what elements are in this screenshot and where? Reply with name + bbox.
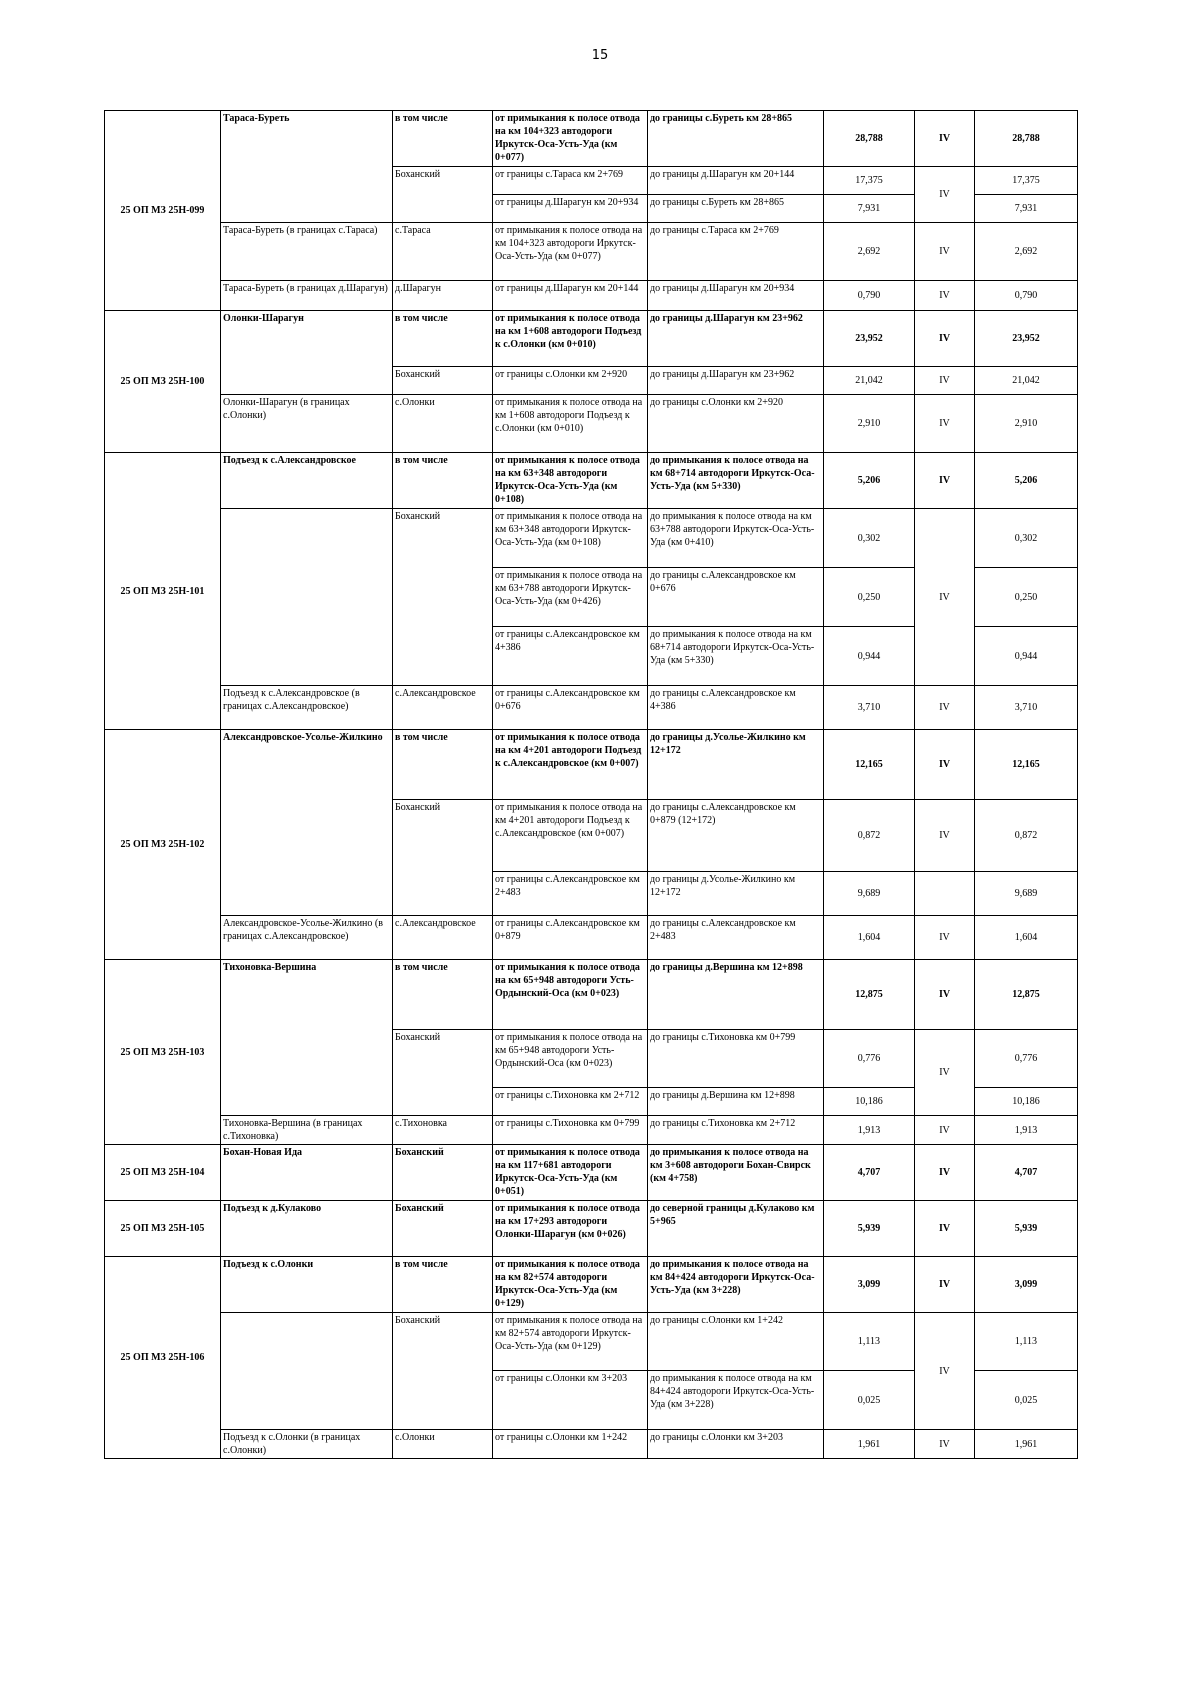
road-code-cell: 25 ОП МЗ 25Н-101: [105, 453, 221, 730]
length-cell: 0,776: [824, 1030, 915, 1088]
total-cell: 12,875: [975, 960, 1078, 1030]
table-row: [105, 960, 1078, 1030]
length-cell: 5,939: [824, 1201, 915, 1257]
road-name-cell: Подъезд к с.Александровское: [221, 453, 393, 509]
category-cell: IV: [915, 1430, 975, 1459]
total-cell: 0,944: [975, 627, 1078, 686]
road-name-cell: Бохан-Новая Ида: [221, 1145, 393, 1201]
total-cell: 0,872: [975, 800, 1078, 872]
to-cell: до границы д.Вершина км 12+898: [648, 1088, 824, 1116]
table-row: [105, 916, 1078, 960]
category-cell: IV: [915, 367, 975, 395]
category-cell: IV: [915, 1257, 975, 1313]
to-cell: до границы д.Шарагун км 23+962: [648, 311, 824, 367]
length-cell: 23,952: [824, 311, 915, 367]
category-cell: IV: [915, 111, 975, 167]
road-code-cell: 25 ОП МЗ 25Н-105: [105, 1201, 221, 1257]
total-cell: 9,689: [975, 872, 1078, 916]
area-cell: Боханский: [393, 1145, 493, 1201]
page-number: 15: [591, 48, 609, 63]
from-cell: от примыкания к полосе отвода на км 65+948 автодороги Усть-Ордынский-Оса (км 0+023): [493, 960, 648, 1030]
area-cell: с.Александровское: [393, 916, 493, 960]
area-cell: с.Олонки: [393, 1430, 493, 1459]
category-cell: IV: [915, 730, 975, 800]
area-cell: в том числе: [393, 1257, 493, 1313]
length-cell: 0,944: [824, 627, 915, 686]
road-code-cell: 25 ОП МЗ 25Н-106: [105, 1257, 221, 1459]
total-cell: 0,790: [975, 281, 1078, 311]
from-cell: от примыкания к полосе отвода на км 65+948 автодороги Усть-Ордынский-Оса (км 0+023): [493, 1030, 648, 1088]
from-cell: от границы с.Тараса км 2+769: [493, 167, 648, 195]
from-cell: от границы с.Александровское км 2+483: [493, 872, 648, 916]
area-cell: в том числе: [393, 453, 493, 509]
from-cell: от границы с.Тихоновка км 2+712: [493, 1088, 648, 1116]
length-cell: 1,113: [824, 1313, 915, 1371]
length-cell: 2,692: [824, 223, 915, 281]
category-cell: IV: [915, 916, 975, 960]
from-cell: от примыкания к полосе отвода на км 82+574 автодороги Иркутск-Оса-Усть-Уда (км 0+129): [493, 1257, 648, 1313]
category-cell: IV: [915, 1116, 975, 1145]
from-cell: от примыкания к полосе отвода на км 1+608 автодороги Подъезд к с.Олонки (км 0+010): [493, 311, 648, 367]
total-cell: 1,604: [975, 916, 1078, 960]
from-cell: от примыкания к полосе отвода на км 82+574 автодороги Иркутск-Оса-Усть-Уда (км 0+129): [493, 1313, 648, 1371]
road-name-cell: Олонки-Шарагун: [221, 311, 393, 395]
length-cell: 3,099: [824, 1257, 915, 1313]
total-cell: 2,692: [975, 223, 1078, 281]
to-cell: до северной границы д.Кулаково км 5+965: [648, 1201, 824, 1257]
length-cell: 17,375: [824, 167, 915, 195]
from-cell: от примыкания к полосе отвода на км 4+201 автодороги Подъезд к с.Александровское (км 0+007): [493, 800, 648, 872]
table-row: [105, 281, 1078, 311]
length-cell: 5,206: [824, 453, 915, 509]
table-row: [105, 111, 1078, 167]
to-cell: до границы д.Вершина км 12+898: [648, 960, 824, 1030]
table-row: [105, 509, 1078, 568]
road-name-cell: Тихоновка-Вершина: [221, 960, 393, 1116]
total-cell: 1,913: [975, 1116, 1078, 1145]
table-row: [105, 395, 1078, 453]
roads-table: [104, 110, 1078, 1459]
road-name-cell: Тараса-Буреть (в границах д.Шарагун): [221, 281, 393, 311]
road-name-cell: Тихоновка-Вершина (в границах с.Тихоновка): [221, 1116, 393, 1145]
to-cell: до примыкания к полосе отвода на км 63+788 автодороги Иркутск-Оса-Усть-Уда (км 0+410): [648, 509, 824, 568]
total-cell: 0,250: [975, 568, 1078, 627]
road-name-cell: Олонки-Шарагун (в границах с.Олонки): [221, 395, 393, 453]
from-cell: от границы с.Александровское км 4+386: [493, 627, 648, 686]
to-cell: до границы с.Тараса км 2+769: [648, 223, 824, 281]
table-row: [105, 686, 1078, 730]
table-row: [105, 453, 1078, 509]
area-cell: Боханский: [393, 1313, 493, 1430]
total-cell: 5,939: [975, 1201, 1078, 1257]
length-cell: 0,250: [824, 568, 915, 627]
area-cell: Боханский: [393, 1030, 493, 1116]
table-row: [105, 1201, 1078, 1257]
to-cell: до границы с.Олонки км 2+920: [648, 395, 824, 453]
category-cell: IV: [915, 960, 975, 1030]
table-row: [105, 311, 1078, 367]
to-cell: до границы д.Усолье-Жилкино км 12+172: [648, 872, 824, 916]
from-cell: от примыкания к полосе отвода на км 63+788 автодороги Иркутск-Оса-Усть-Уда (км 0+426): [493, 568, 648, 627]
road-name-cell: Подъезд к с.Олонки: [221, 1257, 393, 1313]
from-cell: от примыкания к полосе отвода на км 17+293 автодороги Олонки-Шарагун (км 0+026): [493, 1201, 648, 1257]
total-cell: 3,099: [975, 1257, 1078, 1313]
total-cell: 4,707: [975, 1145, 1078, 1201]
table-row: [105, 1116, 1078, 1145]
total-cell: 3,710: [975, 686, 1078, 730]
to-cell: до границы с.Тихоновка км 0+799: [648, 1030, 824, 1088]
from-cell: от примыкания к полосе отвода на км 104+323 автодороги Иркутск-Оса-Усть-Уда (км 0+077): [493, 223, 648, 281]
road-code-cell: 25 ОП МЗ 25Н-104: [105, 1145, 221, 1201]
table-row: [105, 1430, 1078, 1459]
road-name-cell: Тараса-Буреть (в границах с.Тараса): [221, 223, 393, 281]
category-cell: IV: [915, 1030, 975, 1116]
from-cell: от примыкания к полосе отвода на км 1+608 автодороги Подъезд к с.Олонки (км 0+010): [493, 395, 648, 453]
to-cell: до границы с.Буреть км 28+865: [648, 111, 824, 167]
length-cell: 1,961: [824, 1430, 915, 1459]
area-cell: Боханский: [393, 167, 493, 223]
from-cell: от границы с.Александровское км 0+676: [493, 686, 648, 730]
road-name-cell: [221, 1313, 393, 1430]
to-cell: до границы д.Шарагун км 23+962: [648, 367, 824, 395]
from-cell: от границы д.Шарагун км 20+144: [493, 281, 648, 311]
to-cell: до примыкания к полосе отвода на км 68+714 автодороги Иркутск-Оса-Усть-Уда (км 5+330): [648, 453, 824, 509]
total-cell: 17,375: [975, 167, 1078, 195]
length-cell: 2,910: [824, 395, 915, 453]
table-row: [105, 1257, 1078, 1313]
to-cell: до границы д.Шарагун км 20+934: [648, 281, 824, 311]
to-cell: до границы с.Буреть км 28+865: [648, 195, 824, 223]
to-cell: до границы с.Александровское км 0+676: [648, 568, 824, 627]
table-row: [105, 1145, 1078, 1201]
total-cell: 12,165: [975, 730, 1078, 800]
length-cell: 3,710: [824, 686, 915, 730]
length-cell: 7,931: [824, 195, 915, 223]
road-name-cell: [221, 509, 393, 686]
road-code-cell: 25 ОП МЗ 25Н-100: [105, 311, 221, 453]
total-cell: 28,788: [975, 111, 1078, 167]
total-cell: 1,113: [975, 1313, 1078, 1371]
area-cell: в том числе: [393, 311, 493, 367]
length-cell: 12,875: [824, 960, 915, 1030]
road-name-cell: Александровское-Усолье-Жилкино: [221, 730, 393, 916]
category-cell: IV: [915, 1201, 975, 1257]
total-cell: 5,206: [975, 453, 1078, 509]
area-cell: д.Шарагун: [393, 281, 493, 311]
area-cell: с.Тараса: [393, 223, 493, 281]
road-code-cell: 25 ОП МЗ 25Н-099: [105, 111, 221, 311]
table-row: [105, 730, 1078, 800]
from-cell: от границы с.Тихоновка км 0+799: [493, 1116, 648, 1145]
category-cell: IV: [915, 311, 975, 367]
total-cell: 10,186: [975, 1088, 1078, 1116]
length-cell: 0,872: [824, 800, 915, 872]
length-cell: 0,790: [824, 281, 915, 311]
length-cell: 12,165: [824, 730, 915, 800]
category-cell: IV: [915, 167, 975, 223]
road-code-cell: 25 ОП МЗ 25Н-103: [105, 960, 221, 1145]
to-cell: до границы д.Шарагун км 20+144: [648, 167, 824, 195]
from-cell: от примыкания к полосе отвода на км 117+681 автодороги Иркутск-Оса-Усть-Уда (км 0+051): [493, 1145, 648, 1201]
from-cell: от примыкания к полосе отвода на км 63+348 автодороги Иркутск-Оса-Усть-Уда (км 0+108): [493, 453, 648, 509]
to-cell: до границы с.Олонки км 1+242: [648, 1313, 824, 1371]
from-cell: от границы с.Олонки км 2+920: [493, 367, 648, 395]
to-cell: до примыкания к полосе отвода на км 84+424 автодороги Иркутск-Оса-Усть-Уда (км 3+228): [648, 1371, 824, 1430]
to-cell: до границы с.Олонки км 3+203: [648, 1430, 824, 1459]
to-cell: до границы д.Усолье-Жилкино км 12+172: [648, 730, 824, 800]
from-cell: от границы д.Шарагун км 20+934: [493, 195, 648, 223]
length-cell: 28,788: [824, 111, 915, 167]
total-cell: 0,025: [975, 1371, 1078, 1430]
length-cell: 10,186: [824, 1088, 915, 1116]
to-cell: до примыкания к полосе отвода на км 68+714 автодороги Иркутск-Оса-Усть-Уда (км 5+330): [648, 627, 824, 686]
table-row: [105, 223, 1078, 281]
length-cell: 1,604: [824, 916, 915, 960]
area-cell: Боханский: [393, 367, 493, 395]
from-cell: от примыкания к полосе отвода на км 104+323 автодороги Иркутск-Оса-Усть-Уда (км 0+077): [493, 111, 648, 167]
length-cell: 0,302: [824, 509, 915, 568]
category-cell: IV: [915, 1313, 975, 1430]
table-row: [105, 1313, 1078, 1371]
category-cell: IV: [915, 509, 975, 686]
road-name-cell: Подъезд к с.Олонки (в границах с.Олонки): [221, 1430, 393, 1459]
total-cell: 0,302: [975, 509, 1078, 568]
length-cell: 9,689: [824, 872, 915, 916]
area-cell: в том числе: [393, 111, 493, 167]
category-cell: IV: [915, 686, 975, 730]
road-name-cell: Тараса-Буреть: [221, 111, 393, 223]
area-cell: в том числе: [393, 960, 493, 1030]
total-cell: 7,931: [975, 195, 1078, 223]
length-cell: 21,042: [824, 367, 915, 395]
length-cell: 0,025: [824, 1371, 915, 1430]
area-cell: с.Тихоновка: [393, 1116, 493, 1145]
area-cell: с.Олонки: [393, 395, 493, 453]
to-cell: до границы с.Александровское км 2+483: [648, 916, 824, 960]
category-cell: IV: [915, 281, 975, 311]
total-cell: 21,042: [975, 367, 1078, 395]
from-cell: от границы с.Олонки км 1+242: [493, 1430, 648, 1459]
category-cell: IV: [915, 395, 975, 453]
road-name-cell: Подъезд к с.Александровское (в границах с.Александровское): [221, 686, 393, 730]
area-cell: с.Александровское: [393, 686, 493, 730]
from-cell: от границы с.Александровское км 0+879: [493, 916, 648, 960]
category-cell: IV: [915, 1145, 975, 1201]
road-name-cell: Александровское-Усолье-Жилкино (в границах с.Александровское): [221, 916, 393, 960]
area-cell: Боханский: [393, 800, 493, 916]
category-cell: IV: [915, 800, 975, 872]
category-cell: [915, 872, 975, 916]
area-cell: в том числе: [393, 730, 493, 800]
total-cell: 1,961: [975, 1430, 1078, 1459]
length-cell: 1,913: [824, 1116, 915, 1145]
category-cell: IV: [915, 223, 975, 281]
road-code-cell: 25 ОП МЗ 25Н-102: [105, 730, 221, 960]
to-cell: до примыкания к полосе отвода на км 84+424 автодороги Иркутск-Оса-Усть-Уда (км 3+228): [648, 1257, 824, 1313]
to-cell: до границы с.Тихоновка км 2+712: [648, 1116, 824, 1145]
to-cell: до границы с.Александровское км 4+386: [648, 686, 824, 730]
road-name-cell: Подъезд к д.Кулаково: [221, 1201, 393, 1257]
to-cell: до границы с.Александровское км 0+879 (12+172): [648, 800, 824, 872]
area-cell: Боханский: [393, 509, 493, 686]
from-cell: от примыкания к полосе отвода на км 63+348 автодороги Иркутск-Оса-Усть-Уда (км 0+108): [493, 509, 648, 568]
total-cell: 2,910: [975, 395, 1078, 453]
total-cell: 23,952: [975, 311, 1078, 367]
from-cell: от примыкания к полосе отвода на км 4+201 автодороги Подъезд к с.Александровское (км 0+007): [493, 730, 648, 800]
category-cell: IV: [915, 453, 975, 509]
total-cell: 0,776: [975, 1030, 1078, 1088]
from-cell: от границы с.Олонки км 3+203: [493, 1371, 648, 1430]
length-cell: 4,707: [824, 1145, 915, 1201]
area-cell: Боханский: [393, 1201, 493, 1257]
to-cell: до примыкания к полосе отвода на км 3+608 автодороги Бохан-Свирск (км 4+758): [648, 1145, 824, 1201]
